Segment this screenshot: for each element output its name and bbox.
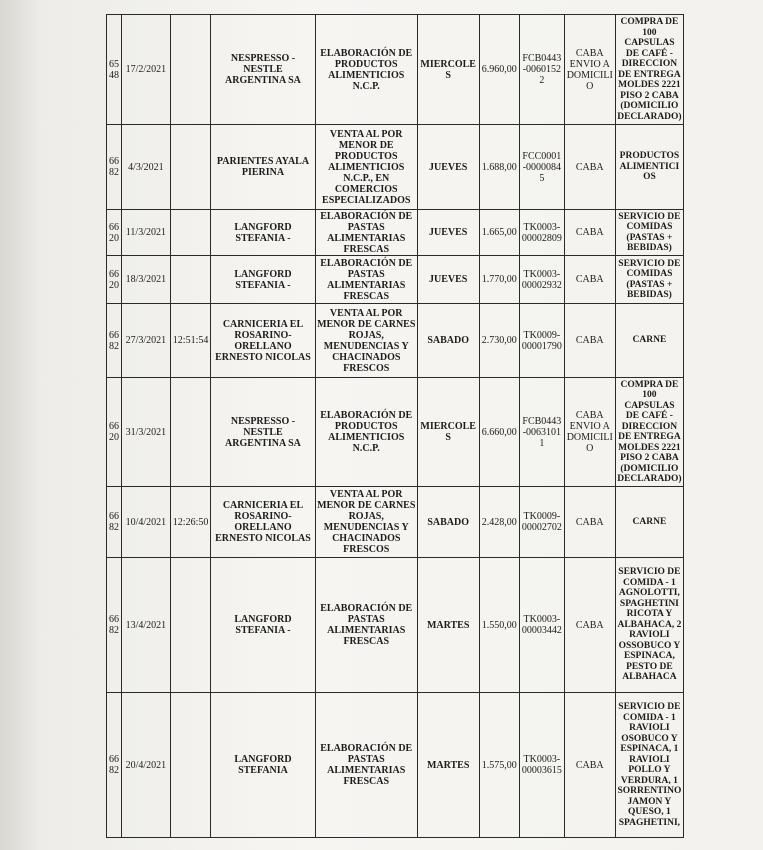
cell-day: MIERCOLES <box>417 378 479 487</box>
table-row <box>107 378 684 487</box>
cell-place: CABA <box>564 256 615 304</box>
cell-day: JUEVES <box>417 256 479 304</box>
cell-place: CABA <box>564 125 615 210</box>
cell-vendor: PARIENTES AYALA PIERINA <box>211 125 315 210</box>
cell-activity: ELABORACIÓN DE PRODUCTOS ALIMENTICIOS N.C.P. <box>315 15 417 125</box>
cell-time <box>170 256 210 304</box>
cell-day: MARTES <box>417 693 479 838</box>
cell-vendor: CARNICERIA EL ROSARINO-ORELLANO ERNESTO NICOLAS <box>211 487 315 558</box>
cell-activity: VENTA AL POR MENOR DE CARNES ROJAS, MENUDENCIAS Y CHACINADOS FRESCOS <box>315 487 417 558</box>
cell-time <box>170 558 210 693</box>
cell-day: SABADO <box>417 487 479 558</box>
cell-amount: 1.550,00 <box>479 558 519 693</box>
table-row <box>107 210 684 256</box>
cell-vendor: LANGFORD STEFANIA - <box>211 558 315 693</box>
cell-vendor: NESPRESSO - NESTLE ARGENTINA SA <box>211 15 315 125</box>
cell-id: 6682 <box>107 487 122 558</box>
cell-vendor: LANGFORD STEFANIA - <box>211 256 315 304</box>
cell-amount: 2.730,00 <box>479 304 519 378</box>
cell-description: SERVICIO DE COMIDA - 1 RAVIOLI OSOBUCO Y ESPINACA, 1 RAVIOLI POLLO Y VERDURA, 1 SORRENTINO JAMON Y QUESO, 1 SPAGHETINI, <box>615 693 683 838</box>
cell-place: CABA <box>564 558 615 693</box>
cell-day: JUEVES <box>417 125 479 210</box>
cell-day: SABADO <box>417 304 479 378</box>
cell-place: CABA ENVIO A DOMICILIO <box>564 378 615 487</box>
cell-vendor: NESPRESSO - NESTLE ARGENTINA SA <box>211 378 315 487</box>
cell-place: CABA <box>564 304 615 378</box>
table-row <box>107 693 684 838</box>
cell-description: SERVICIO DE COMIDA - 1 AGNOLOTTI, SPAGHETINI RICOTA Y ALBAHACA, 2 RAVIOLI OSSOBUCO Y ESPINACA, PESTO DE ALBAHACA <box>615 558 683 693</box>
cell-description: PRODUCTOS ALIMENTICIOS <box>615 125 683 210</box>
cell-description: COMPRA DE 100 CAPSULAS DE CAFÉ - DIRECCION DE ENTREGA MOLDES 2221 PISO 2 CABA (DOMICILIO DECLARADO) <box>615 15 683 125</box>
cell-amount: 1.575,00 <box>479 693 519 838</box>
cell-activity: VENTA AL POR MENOR DE CARNES ROJAS, MENUDENCIAS Y CHACINADOS FRESCOS <box>315 304 417 378</box>
cell-day: MIERCOLES <box>417 15 479 125</box>
cell-invoice: TK0009-00002702 <box>520 487 565 558</box>
cell-invoice: TK0003-00003615 <box>520 693 565 838</box>
table-row <box>107 15 684 125</box>
cell-time: 12:26:50 <box>170 487 210 558</box>
cell-date: 20/4/2021 <box>121 693 170 838</box>
cell-invoice: FCB0443-00631011 <box>520 378 565 487</box>
cell-time: 12:51:54 <box>170 304 210 378</box>
cell-description: CARNE <box>615 487 683 558</box>
cell-activity: ELABORACIÓN DE PASTAS ALIMENTARIAS FRESCAS <box>315 256 417 304</box>
cell-vendor: LANGFORD STEFANIA - <box>211 210 315 256</box>
cell-description: COMPRA DE 100 CAPSULAS DE CAFÉ - DIRECCION DE ENTREGA MOLDES 2221 PISO 2 CABA (DOMICILIO DECLARADO) <box>615 378 683 487</box>
cell-date: 10/4/2021 <box>121 487 170 558</box>
page-binding-shadow <box>0 0 40 850</box>
cell-date: 11/3/2021 <box>121 210 170 256</box>
cell-date: 4/3/2021 <box>121 125 170 210</box>
cell-vendor: LANGFORD STEFANIA <box>211 693 315 838</box>
cell-id: 6682 <box>107 693 122 838</box>
cell-vendor: CARNICERIA EL ROSARINO-ORELLANO ERNESTO NICOLAS <box>211 304 315 378</box>
cell-time <box>170 210 210 256</box>
cell-time <box>170 15 210 125</box>
cell-id: 6548 <box>107 15 122 125</box>
cell-invoice: TK0003-00002932 <box>520 256 565 304</box>
cell-activity: ELABORACIÓN DE PASTAS ALIMENTARIAS FRESCAS <box>315 210 417 256</box>
cell-amount: 2.428,00 <box>479 487 519 558</box>
cell-place: CABA <box>564 487 615 558</box>
cell-id: 6682 <box>107 304 122 378</box>
cell-time <box>170 125 210 210</box>
table-row <box>107 558 684 693</box>
cell-amount: 6.960,00 <box>479 15 519 125</box>
cell-description: SERVICIO DE COMIDAS (PASTAS + BEBIDAS) <box>615 256 683 304</box>
cell-date: 13/4/2021 <box>121 558 170 693</box>
cell-id: 6620 <box>107 210 122 256</box>
cell-id: 6620 <box>107 378 122 487</box>
cell-day: JUEVES <box>417 210 479 256</box>
cell-id: 6682 <box>107 558 122 693</box>
cell-date: 17/2/2021 <box>121 15 170 125</box>
cell-amount: 6.660,00 <box>479 378 519 487</box>
cell-invoice: TK0003-00002809 <box>520 210 565 256</box>
cell-activity: ELABORACIÓN DE PASTAS ALIMENTARIAS FRESCAS <box>315 558 417 693</box>
cell-time <box>170 693 210 838</box>
cell-description: CARNE <box>615 304 683 378</box>
cell-id: 6682 <box>107 125 122 210</box>
cell-day: MARTES <box>417 558 479 693</box>
cell-id: 6620 <box>107 256 122 304</box>
table-row <box>107 125 684 210</box>
cell-amount: 1.688,00 <box>479 125 519 210</box>
cell-description: SERVICIO DE COMIDAS (PASTAS + BEBIDAS) <box>615 210 683 256</box>
cell-amount: 1.770,00 <box>479 256 519 304</box>
cell-invoice: TK0003-00003442 <box>520 558 565 693</box>
cell-invoice: TK0009-00001790 <box>520 304 565 378</box>
cell-invoice: FCB0443-00601522 <box>520 15 565 125</box>
cell-date: 27/3/2021 <box>121 304 170 378</box>
cell-activity: ELABORACIÓN DE PRODUCTOS ALIMENTICIOS N.C.P. <box>315 378 417 487</box>
cell-place: CABA <box>564 210 615 256</box>
table-row <box>107 487 684 558</box>
cell-amount: 1.665,00 <box>479 210 519 256</box>
cell-place: CABA <box>564 693 615 838</box>
cell-activity: VENTA AL POR MENOR DE PRODUCTOS ALIMENTICIOS N.C.P., EN COMERCIOS ESPECIALIZADOS <box>315 125 417 210</box>
cell-place: CABA ENVIO A DOMICILIO <box>564 15 615 125</box>
cell-invoice: FCC0001-00000845 <box>520 125 565 210</box>
table-row <box>107 256 684 304</box>
expense-table <box>106 14 684 838</box>
cell-time <box>170 378 210 487</box>
cell-date: 18/3/2021 <box>121 256 170 304</box>
cell-activity: ELABORACIÓN DE PASTAS ALIMENTARIAS FRESCAS <box>315 693 417 838</box>
table-row <box>107 304 684 378</box>
cell-date: 31/3/2021 <box>121 378 170 487</box>
